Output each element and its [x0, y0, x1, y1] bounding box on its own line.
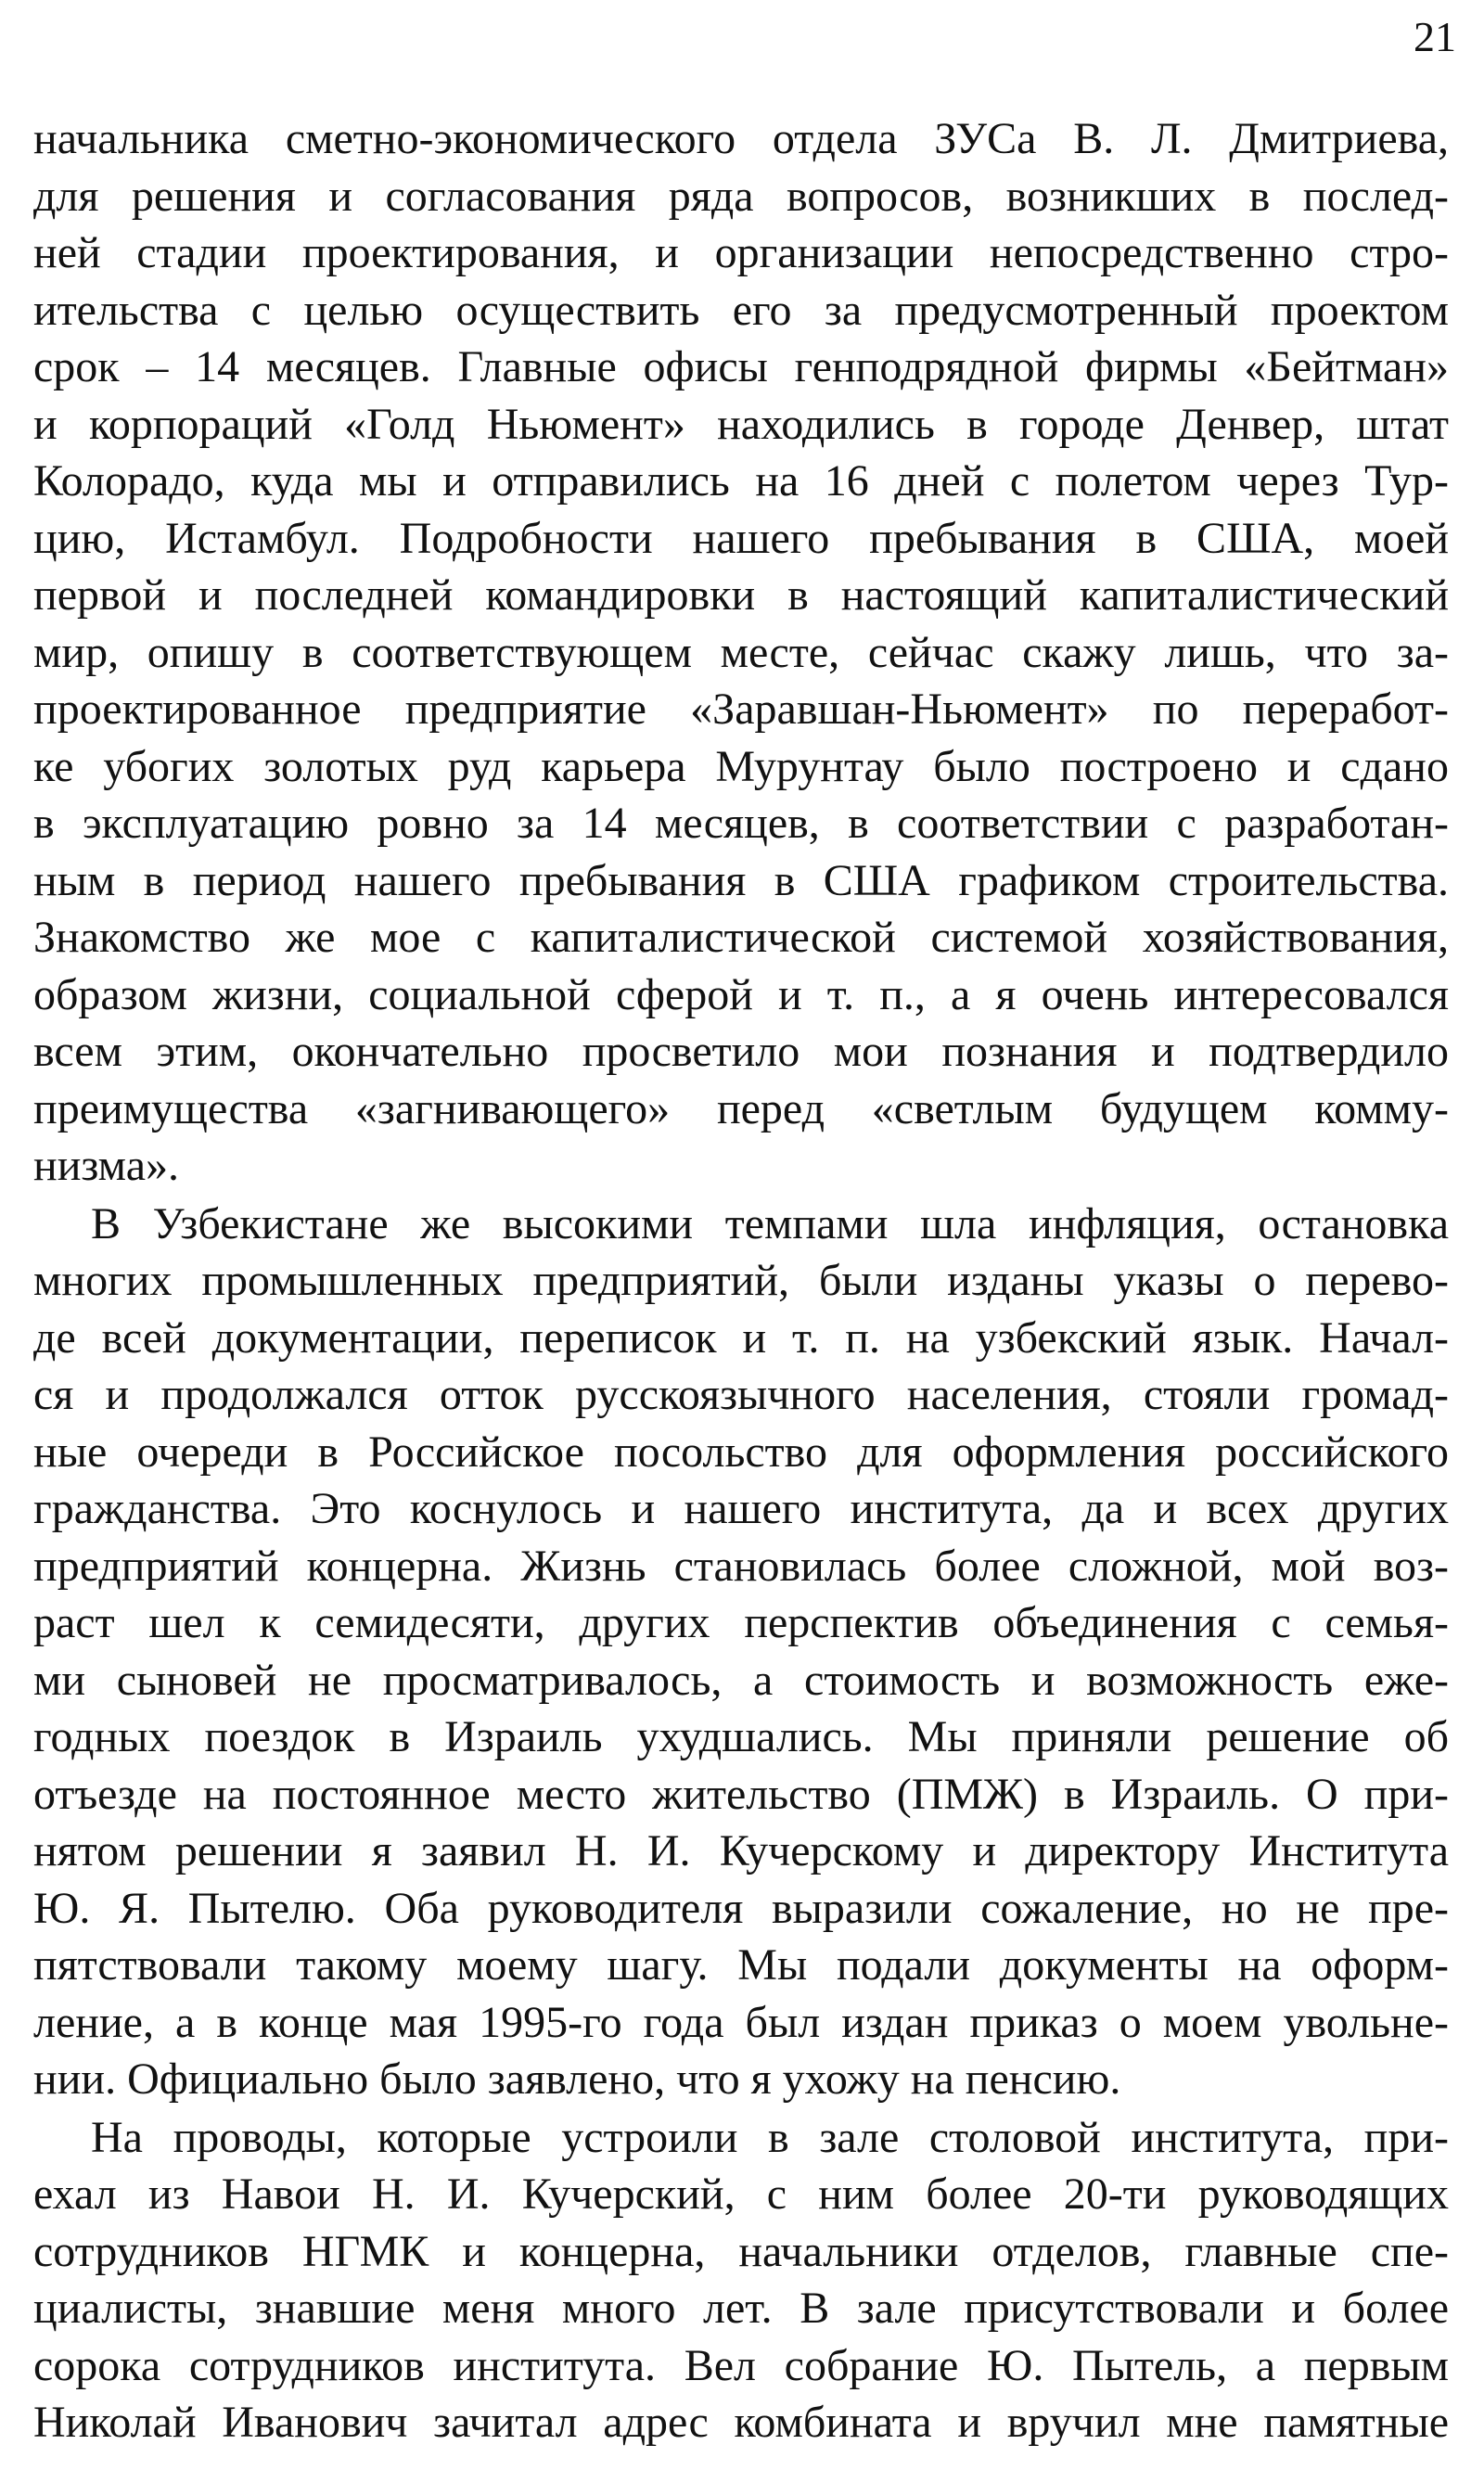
text-line: отъезде на постоянное место жительство (ПМЖ) в Израиль. О при-: [33, 1769, 1449, 1819]
text-line: де всей документации, переписок и т. п. на узбекский язык. Начал-: [33, 1312, 1449, 1363]
text-line: ней стадии проектирования, и организации непосредственно стро-: [33, 228, 1449, 277]
text-line: Знакомство же мое с капиталистической системой хозяйствования,: [33, 913, 1449, 962]
text-line: и корпораций «Голд Ньюмент» находились в городе Денвер, штат: [33, 399, 1449, 449]
text-line: нии. Официально было заявлено, что я ухожу на пенсию.: [33, 2054, 1121, 2104]
text-line: гражданства. Это коснулось и нашего института, да и всех других: [33, 1484, 1449, 1533]
text-line: срок – 14 месяцев. Главные офисы генподрядной фирмы «Бейтман»: [33, 342, 1449, 391]
text-line: образом жизни, социальной сферой и т. п., а я очень интересовался: [33, 969, 1449, 1019]
text-line: ным в период нашего пребывания в США графиком строительства.: [33, 855, 1449, 905]
text-line: ся и продолжался отток русскоязычного населения, стояли громад-: [33, 1370, 1449, 1419]
text-line: ехал из Навои Н. И. Кучерский, с ним более 20-ти руководящих: [33, 2169, 1449, 2219]
text-line: ление, а в конце мая 1995-го года был издан приказ о моем увольне-: [33, 1997, 1449, 2047]
text-line: На проводы, которые устроили в зале столовой института, при-: [91, 2112, 1449, 2162]
text-line: проектированное предприятие «Заравшан-Ньюмент» по переработ-: [33, 685, 1449, 734]
text-line: предприятий концерна. Жизнь становилась более сложной, мой воз-: [33, 1541, 1449, 1591]
text-line: ные очереди в Российское посольство для оформления российского: [33, 1427, 1449, 1477]
text-line: сотрудников НГМК и концерна, начальники отделов, главные спе-: [33, 2226, 1449, 2276]
body-text: [33, 110, 1449, 2451]
text-line: мир, опишу в соответствующем месте, сейчас скажу лишь, что за-: [33, 627, 1449, 677]
text-line: многих промышленных предприятий, были изданы указы о перево-: [33, 1256, 1449, 1305]
text-line: циалисты, знавшие меня много лет. В зале присутствовали и более: [33, 2284, 1449, 2333]
text-line: ми сыновей не просматривалось, а стоимость и возможность еже-: [33, 1655, 1449, 1705]
text-line: пятствовали такому моему шагу. Мы подали документы на оформ-: [33, 1940, 1449, 1990]
text-line: нятом решении я заявил Н. И. Кучерскому и директору Института: [33, 1826, 1449, 1875]
page-number: 21: [1414, 13, 1456, 60]
text-line: низма».: [33, 1141, 180, 1190]
text-line: Ю. Я. Пытелю. Оба руководителя выразили сожаление, но не пре-: [33, 1883, 1449, 1933]
text-line: для решения и согласования ряда вопросов, возникших в послед-: [33, 171, 1449, 221]
text-line: в эксплуатацию ровно за 14 месяцев, в соответствии с разработан-: [33, 799, 1449, 848]
paragraph-3: [33, 2109, 1449, 2451]
text-line: сорока сотрудников института. Вел собрание Ю. Пытель, а первым: [33, 2340, 1449, 2390]
text-line: начальника сметно-экономического отдела ЗУСа В. Л. Дмитриева,: [33, 114, 1449, 163]
text-line: годных поездок в Израиль ухудшались. Мы приняли решение об: [33, 1712, 1449, 1761]
text-line: ке убогих золотых руд карьера Мурунтау было построено и сдано: [33, 741, 1449, 791]
paragraph-2: [33, 1196, 1449, 2108]
text-line: всем этим, окончательно просветило мои познания и подтвердило: [33, 1027, 1449, 1076]
text-line: цию, Истамбул. Подробности нашего пребывания в США, моей: [33, 513, 1449, 563]
text-line: преимущества «загнивающего» перед «светлым будущем комму-: [33, 1083, 1449, 1133]
paragraph-1: [33, 110, 1449, 1195]
text-line: первой и последней командировки в настоящий капиталистический: [33, 570, 1449, 620]
text-line: Николай Иванович зачитал адрес комбината и вручил мне памятные: [33, 2398, 1449, 2447]
text-line: раст шел к семидесяти, других перспектив объединения с семья-: [33, 1598, 1449, 1647]
text-line: Колорадо, куда мы и отправились на 16 дней с полетом через Тур-: [33, 456, 1449, 506]
text-line: В Узбекистане же высокими темпами шла инфляция, остановка: [91, 1198, 1449, 1248]
text-line: ительства с целью осуществить его за предусмотренный проектом: [33, 285, 1449, 335]
